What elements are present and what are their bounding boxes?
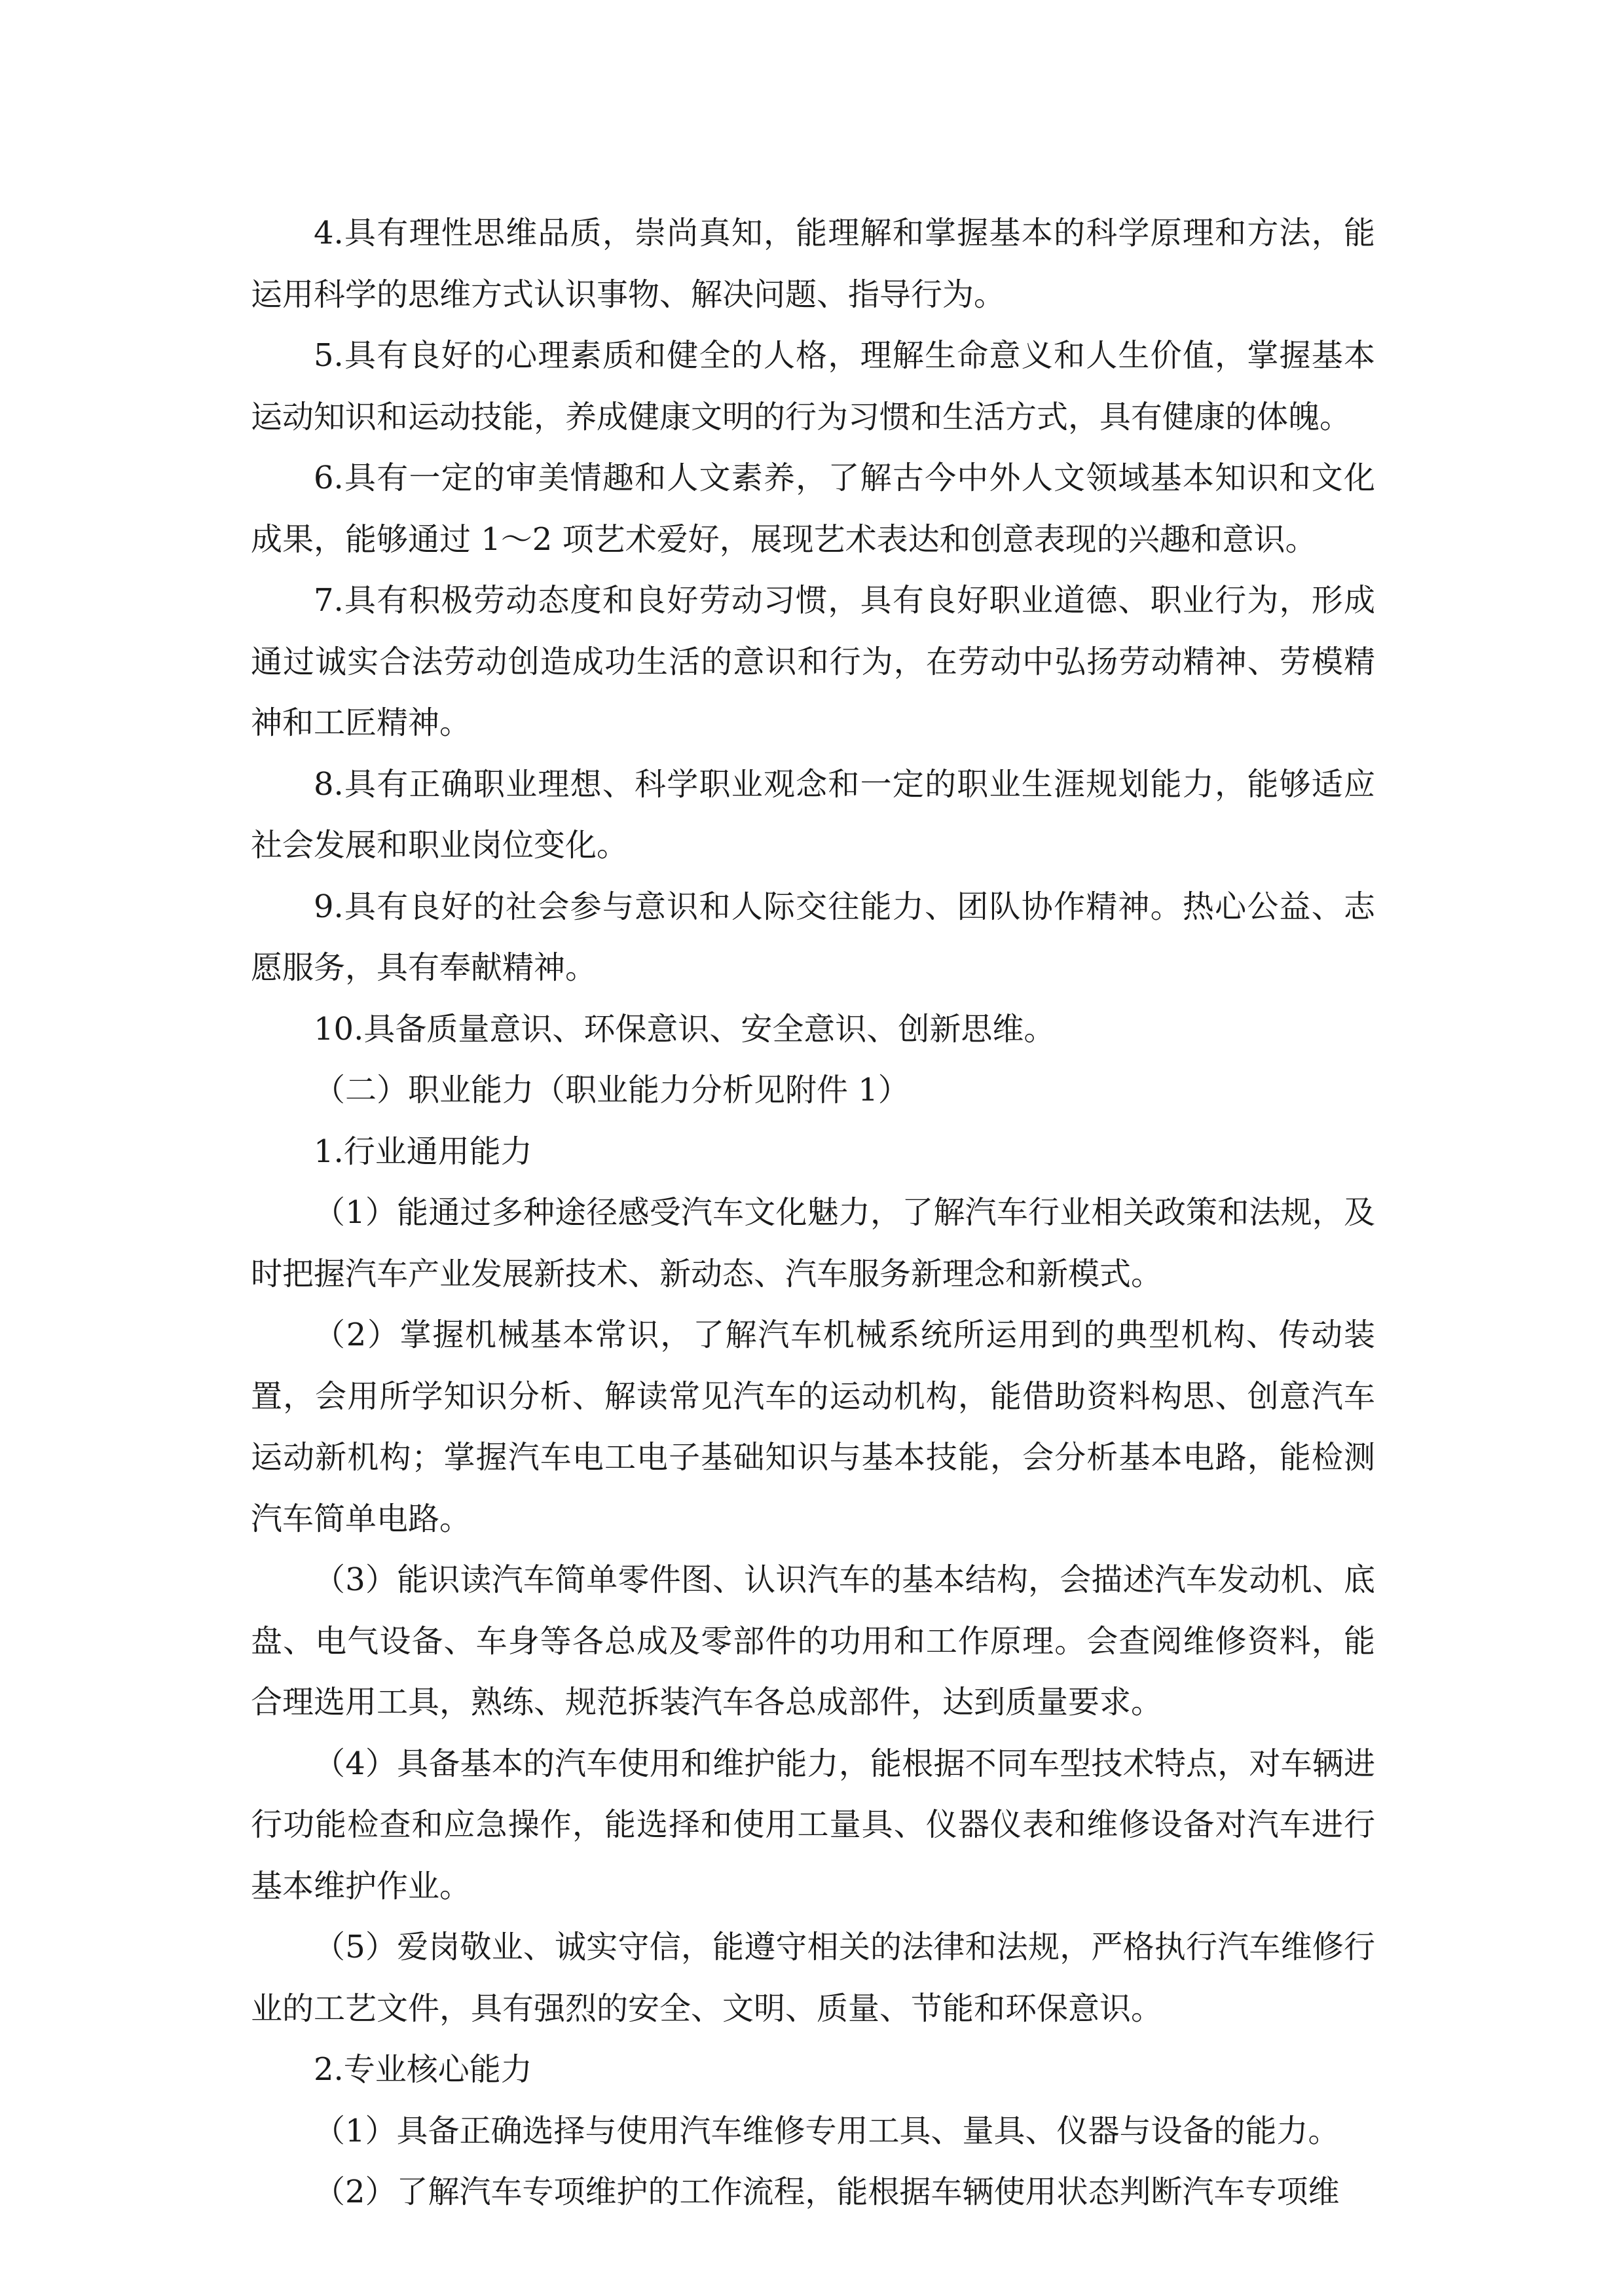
- subheading-general-ability: 1.行业通用能力: [314, 1133, 532, 1170]
- paragraph-general-4: （4）具备基本的汽车使用和维护能力，能根据不同车型技术特点，对车辆进行功能检查和应急操作，能选择和使用工量具、仪器仪表和维修设备对汽车进行基本维护作业。: [251, 1745, 1375, 1904]
- paragraph-quality-5: 5.具有良好的心理素质和健全的人格，理解生命意义和人生价值，掌握基本运动知识和运动技能，养成健康文明的行为习惯和生活方式，具有健康的体魄。: [251, 337, 1375, 435]
- paragraph-core-2: （2）了解汽车专项维护的工作流程，能根据车辆使用状态判断汽车专项维: [314, 2174, 1340, 2210]
- paragraph-quality-9: 9.具有良好的社会参与意识和人际交往能力、团队协作精神。热心公益、志愿服务，具有奉献精神。: [251, 888, 1375, 986]
- paragraph-general-3: （3）能识读汽车简单零件图、认识汽车的基本结构，会描述汽车发动机、底盘、电气设备、车身等各总成及零部件的功用和工作原理。会查阅维修资料，能合理选用工具，熟练、规范拆装汽车各总成部件，达到质量要求。: [251, 1561, 1375, 1721]
- subheading-core-ability: 2.专业核心能力: [314, 2051, 532, 2088]
- paragraph-general-1: （1）能通过多种途径感受汽车文化魅力，了解汽车行业相关政策和法规，及时把握汽车产业发展新技术、新动态、汽车服务新理念和新模式。: [251, 1194, 1375, 1292]
- paragraph-general-2: （2）掌握机械基本常识，了解汽车机械系统所运用到的典型机构、传动装置，会用所学知识分析、解读常见汽车的运动机构，能借助资料构思、创意汽车运动新机构；掌握汽车电工电子基础知识与基本技能，会分析基本电路，能检测汽车简单电路。: [251, 1317, 1375, 1537]
- paragraph-quality-7: 7.具有积极劳动态度和良好劳动习惯，具有良好职业道德、职业行为，形成通过诚实合法劳动创造成功生活的意识和行为，在劳动中弘扬劳动精神、劳模精神和工匠精神。: [251, 582, 1375, 741]
- paragraph-quality-8: 8.具有正确职业理想、科学职业观念和一定的职业生涯规划能力，能够适应社会发展和职业岗位变化。: [251, 765, 1375, 864]
- paragraph-general-5: （5）爱岗敬业、诚实守信，能遵守相关的法律和法规，严格执行汽车维修行业的工艺文件，具有强烈的安全、文明、质量、节能和环保意识。: [251, 1929, 1375, 2027]
- section-heading-vocational-ability: （二）职业能力（职业能力分析见附件 1）: [314, 1072, 910, 1108]
- document-page: [251, 203, 1375, 2223]
- paragraph-quality-6: 6.具有一定的审美情趣和人文素养，了解古今中外人文领域基本知识和文化成果，能够通过 1～2 项艺术爱好，展现艺术表达和创意表现的兴趣和意识。: [251, 460, 1375, 558]
- paragraph-quality-4: 4.具有理性思维品质，崇尚真知，能理解和掌握基本的科学原理和方法，能运用科学的思维方式认识事物、解决问题、指导行为。: [251, 215, 1375, 313]
- paragraph-core-1: （1）具备正确选择与使用汽车维修专用工具、量具、仪器与设备的能力。: [314, 2112, 1340, 2149]
- paragraph-quality-10: 10.具备质量意识、环保意识、安全意识、创新思维。: [314, 1010, 1056, 1048]
